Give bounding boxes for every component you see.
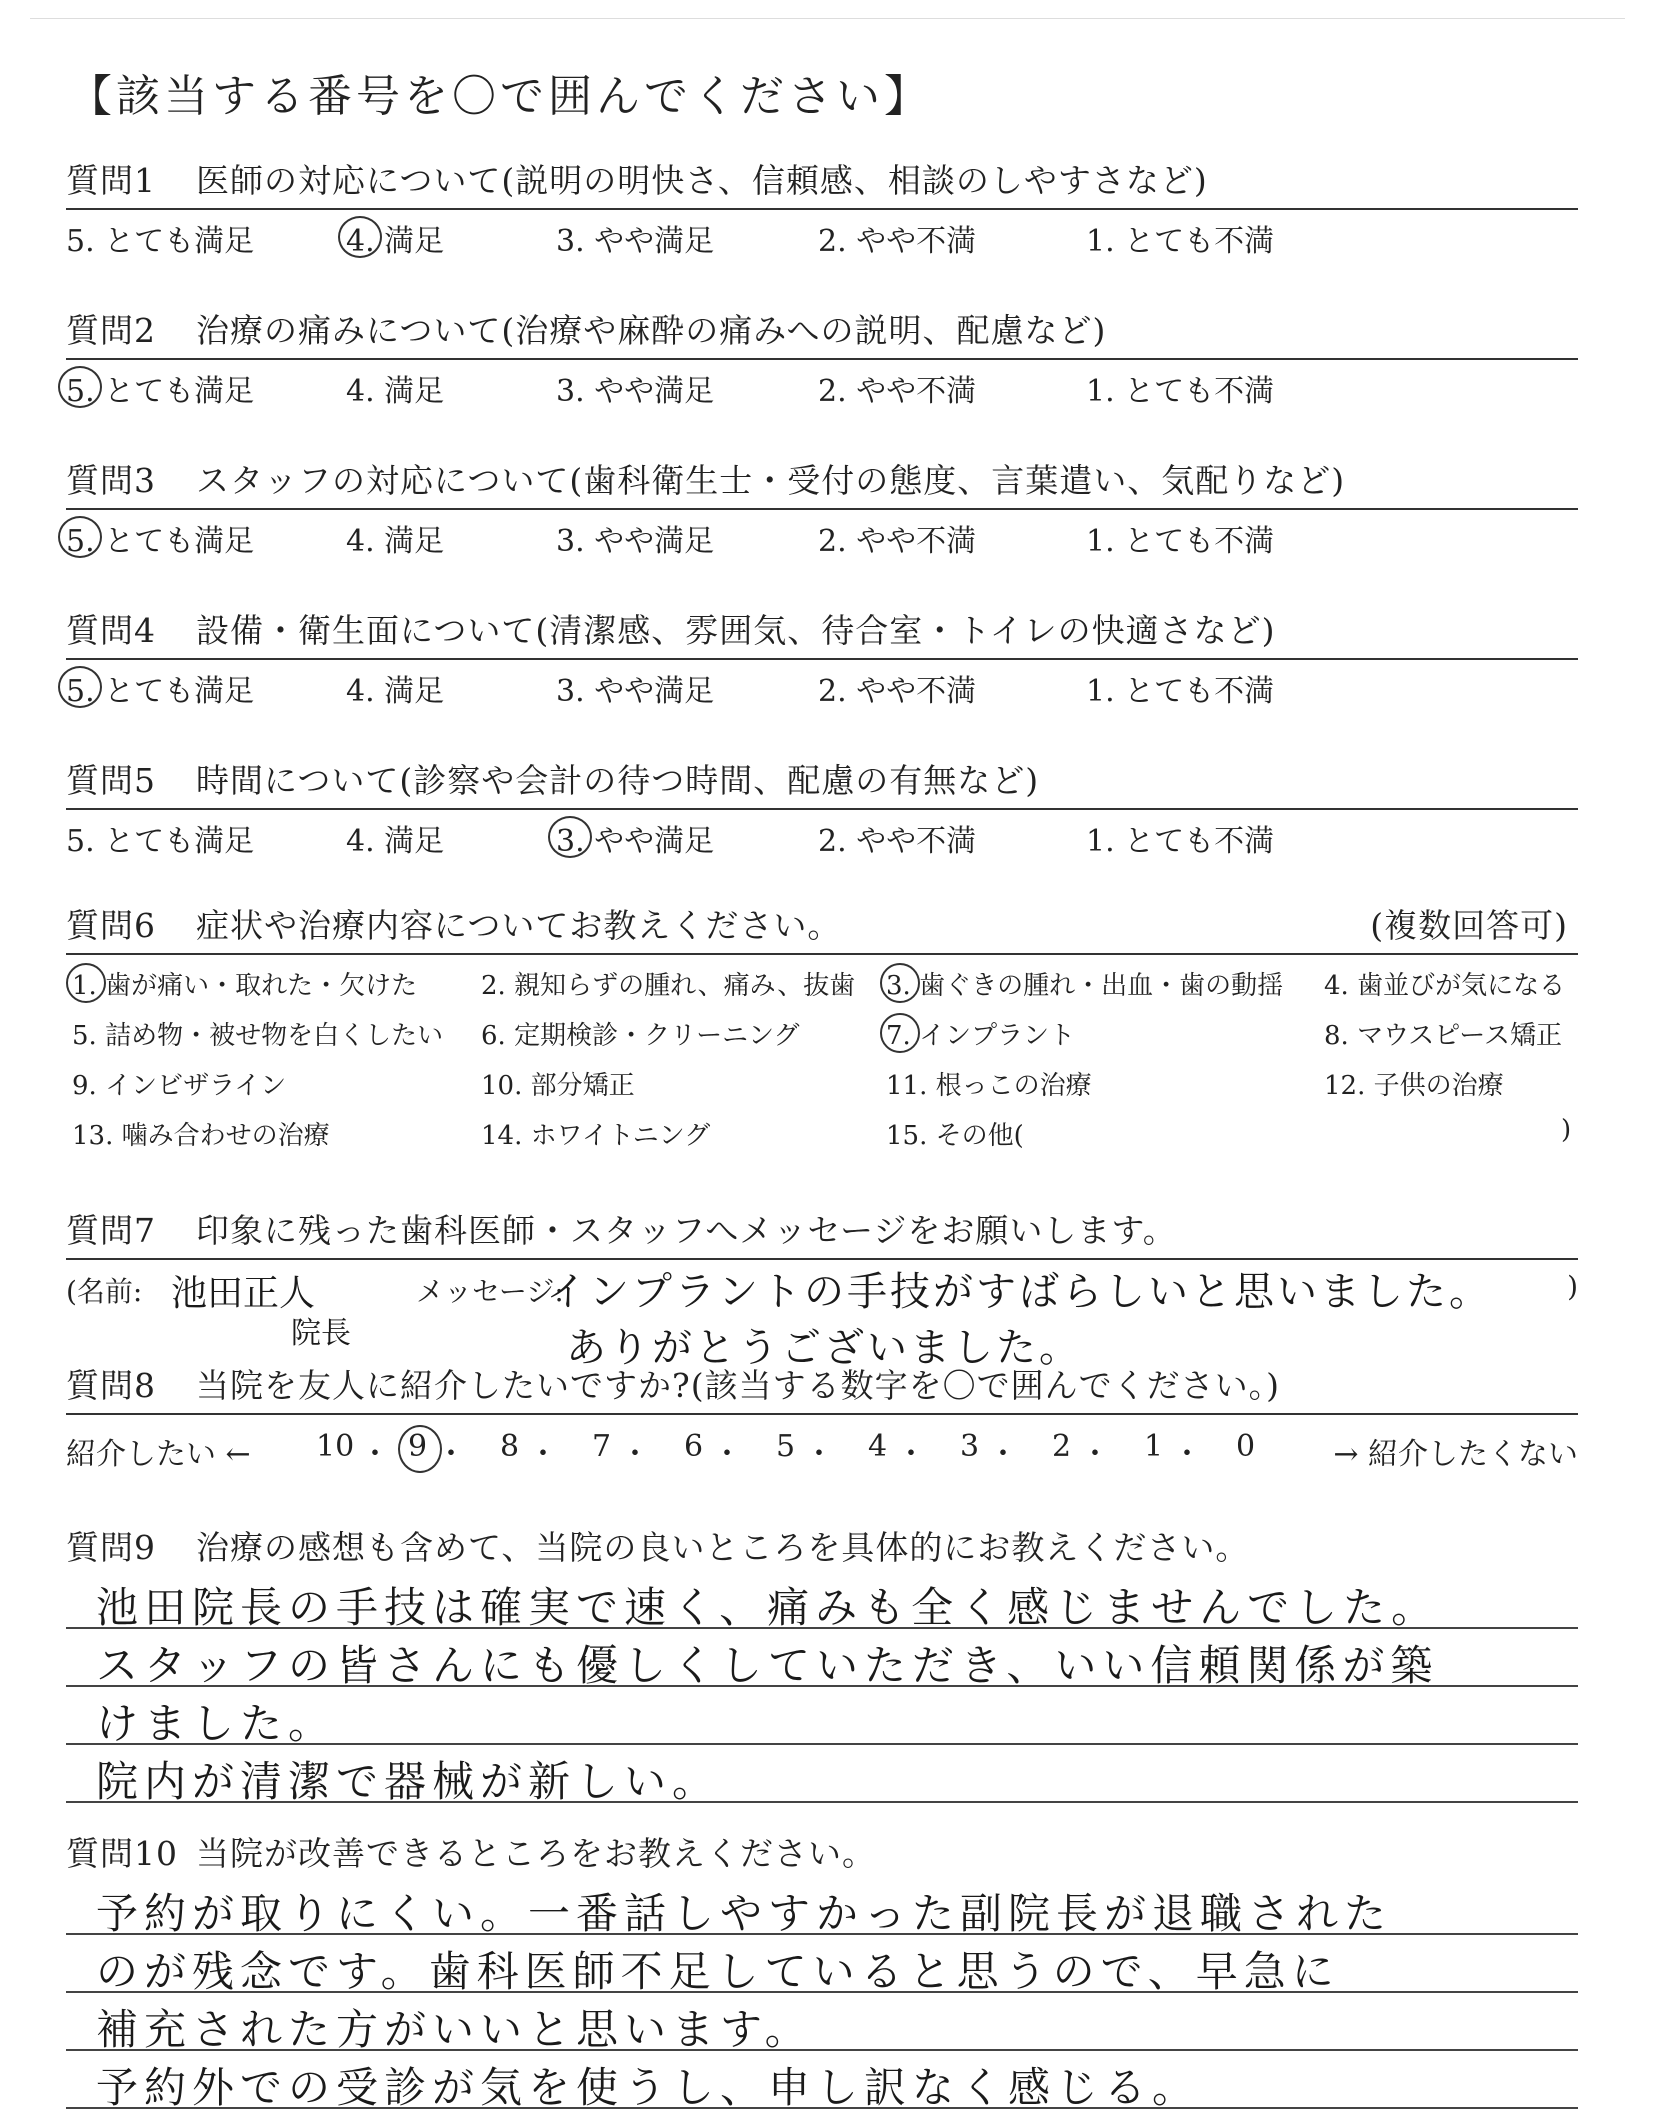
question-10 [66,1828,1578,2117]
selected-circle-mark [880,1013,920,1053]
rating-option[interactable]: 4. 満足 [346,374,445,409]
rating-options [66,810,1578,859]
rating-option[interactable]: 2. やや不満 [818,524,977,559]
rating-option[interactable]: 1. とても不満 [1086,674,1275,709]
rating-options [66,360,1578,409]
scale-value[interactable]: 2 [1052,1429,1072,1464]
scale-value[interactable]: 6 [684,1429,704,1464]
rating-option[interactable]: 1. とても不満 [1086,224,1275,259]
question-1 [66,155,1578,259]
rating-option[interactable]: 3. やや満足 [556,674,715,709]
answer-line-text: 補充された方がいいと思います。 [96,2005,813,2054]
scale-value[interactable]: 4 [868,1429,888,1464]
rating-option[interactable]: 5. とても満足 [66,524,255,559]
rating-option[interactable]: 3. やや満足 [556,224,715,259]
scale-value[interactable]: 3 [960,1429,980,1464]
question-7 [66,1205,1578,1380]
selected-circle-mark [398,1425,442,1473]
scale-separator: ・ [436,1437,466,1472]
question-text: 印象に残った歯科医師・スタッフへメッセージをお願いします。 [196,1211,1177,1250]
rating-options [66,660,1578,709]
answer-rule [66,2107,1578,2109]
good-points-answer [66,1569,1578,1811]
question-text: 症状や治療内容についてお教えください。 [196,906,842,945]
rating-option[interactable]: 2. やや不満 [818,374,977,409]
rating-option[interactable]: 2. やや不満 [818,824,977,859]
symptom-option[interactable]: 5. 詰め物・被せ物を白くしたい [72,1021,444,1051]
symptom-option[interactable]: 9. インビザライン [72,1071,287,1101]
answer-rule [66,2049,1578,2051]
symptom-option[interactable]: 2. 親知らずの腫れ、痛み、抜歯 [481,971,856,1001]
selected-circle-mark [58,366,102,408]
scale-left-label: 紹介したい ← [66,1437,251,1472]
question-rule [66,1413,1578,1415]
rating-option[interactable]: 4. 満足 [346,524,445,559]
answer-rule [66,1933,1578,1935]
scale-separator: ・ [1080,1437,1110,1472]
question-text: 治療の痛みについて(治療や麻酔の痛みへの説明、配慮など) [196,311,1107,350]
question-number: 質問5 [66,761,156,800]
multiple-answer-note: (複数回答可) [1370,906,1568,945]
question-text: 治療の感想も含めて、当院の良いところを具体的にお教えください。 [196,1528,1250,1567]
question-text: 当院を友人に紹介したいですか?(該当する数字を〇で囲んでください。) [196,1366,1280,1405]
scale-separator: ・ [804,1437,834,1472]
answer-rule [66,1801,1578,1803]
scale-right-label: → 紹介したくない [1333,1437,1578,1472]
rating-options [66,210,1578,259]
answer-rule [66,1991,1578,1993]
selected-circle-mark [58,666,102,708]
scale-value[interactable]: 0 [1236,1429,1256,1464]
top-border [30,18,1625,19]
selected-circle-mark [548,816,592,858]
scale-separator: ・ [620,1437,650,1472]
question-text: 当院が改善できるところをお教えください。 [196,1834,876,1873]
symptom-option[interactable]: 14. ホワイトニング [481,1121,711,1151]
message-label: メッセージ: [416,1275,564,1308]
question-number: 質問2 [66,311,156,350]
selected-circle-mark [338,216,382,258]
question-5 [66,755,1578,859]
symptom-option[interactable]: 10. 部分矯正 [481,1071,635,1101]
message-line-2: ありがとうございました。 [566,1325,1082,1371]
rating-option[interactable]: 2. やや不満 [818,674,977,709]
selected-circle-mark [58,516,102,558]
symptom-option[interactable]: 1. 歯が痛い・取れた・欠けた [72,971,418,1001]
question-text: 設備・衛生面について(清潔感、雰囲気、待合室・トイレの快適さなど) [196,611,1276,650]
rating-options [66,510,1578,559]
question-number: 質問1 [66,161,156,200]
improvement-answer [66,1875,1578,2117]
answer-line-text: スタッフの皆さんにも優しくしていただき、いい信頼関係が築 [96,1641,1439,1690]
message-line-1: インプラントの手技がすばらしいと思いました。 [546,1269,1492,1315]
scale-separator: ・ [528,1437,558,1472]
symptom-option[interactable]: 15. その他( [886,1121,1024,1151]
symptom-options [66,955,1578,1155]
question-2 [66,305,1578,409]
answer-line-text: けました。 [96,1699,337,1748]
scale-separator: ・ [712,1437,742,1472]
name-title: 院長 [291,1316,351,1351]
answer-rule [66,1627,1578,1629]
scale-value[interactable]: 5 [776,1429,796,1464]
answer-rule [66,1743,1578,1745]
question-text: 医師の対応について(説明の明快さ、信頼感、相談のしやすさなど) [196,161,1208,200]
scale-value[interactable]: 8 [500,1429,520,1464]
name-value: 池田正人 [171,1273,316,1314]
rating-option[interactable]: 1. とても不満 [1086,524,1275,559]
selected-circle-mark [880,963,920,1003]
question-4 [66,605,1578,709]
recommend-scale [66,1429,1578,1479]
scale-separator: ・ [896,1437,926,1472]
rating-option[interactable]: 4. 満足 [346,224,445,259]
symptom-option[interactable]: 4. 歯並びが気になる [1324,971,1566,1001]
scale-value[interactable]: 7 [592,1429,612,1464]
page-heading: 【該当する番号を〇で囲んでください】 [68,71,932,122]
rating-option[interactable]: 1. とても不満 [1086,824,1275,859]
question-number: 質問9 [66,1528,156,1567]
rating-option[interactable]: 3. やや満足 [556,524,715,559]
answer-line-text: 院内が清潔で器械が新しい。 [96,1757,721,1806]
question-number: 質問8 [66,1366,156,1405]
answer-line-text: 予約が取りにくい。一番話しやすかった副院長が退職された [96,1889,1393,1938]
answer-line-text: 予約外での受診が気を使うし、申し訳なく感じる。 [96,2063,1201,2112]
rating-option[interactable]: 1. とても不満 [1086,374,1275,409]
question-6 [66,900,1578,1155]
question-number: 質問7 [66,1211,156,1250]
symptom-option[interactable]: 7. インプラント [886,1021,1076,1051]
scale-separator: ・ [1172,1437,1202,1472]
symptom-option[interactable]: 8. マウスピース矯正 [1324,1021,1562,1051]
rating-option[interactable]: 4. 満足 [346,674,445,709]
scale-value[interactable]: 1 [1144,1429,1164,1464]
question-3 [66,455,1578,559]
scale-value[interactable]: 10 [316,1429,355,1464]
selected-circle-mark [66,963,106,1003]
question-number: 質問6 [66,906,156,945]
scale-separator: ・ [360,1437,390,1472]
symptom-option[interactable]: 12. 子供の治療 [1324,1071,1504,1101]
question-number: 質問10 [66,1834,178,1873]
rating-option[interactable]: 2. やや不満 [818,224,977,259]
rating-option[interactable]: 5. とても満足 [66,674,255,709]
answer-line-text: 池田院長の手技は確実で速く、痛みも全く感じませんでした。 [96,1583,1440,1632]
answer-line-text: のが残念です。歯科医師不足していると思うので、早急に [96,1947,1340,1996]
rating-option[interactable]: 3. やや満足 [556,374,715,409]
symptom-option[interactable]: 3. 歯ぐきの腫れ・出血・歯の動揺 [886,971,1284,1001]
answer-rule [66,1685,1578,1687]
symptom-option[interactable]: 13. 噛み合わせの治療 [72,1121,330,1151]
question-text: 時間について(診察や会計の待つ時間、配慮の有無など) [196,761,1040,800]
rating-option[interactable]: 5. とても満足 [66,224,255,259]
rating-option[interactable]: 5. とても満足 [66,374,255,409]
symptom-option[interactable]: ) [1561,1115,1572,1145]
name-label: (名前: [66,1275,143,1308]
scale-value[interactable]: 9 [408,1429,428,1464]
question-number: 質問3 [66,461,156,500]
rating-option[interactable]: 5. とても満足 [66,824,255,859]
question-8 [66,1360,1578,1479]
rating-option[interactable]: 4. 満足 [346,824,445,859]
symptom-option[interactable]: 11. 根っこの治療 [886,1071,1092,1101]
symptom-option[interactable]: 6. 定期検診・クリーニング [481,1021,800,1051]
question-number: 質問4 [66,611,156,650]
scale-separator: ・ [988,1437,1018,1472]
rating-option[interactable]: 3. やや満足 [556,824,715,859]
question-text: スタッフの対応について(歯科衛生士・受付の態度、言葉遣い、気配りなど) [196,461,1346,500]
close-paren: ) [1567,1270,1578,1303]
question-9 [66,1522,1578,1811]
